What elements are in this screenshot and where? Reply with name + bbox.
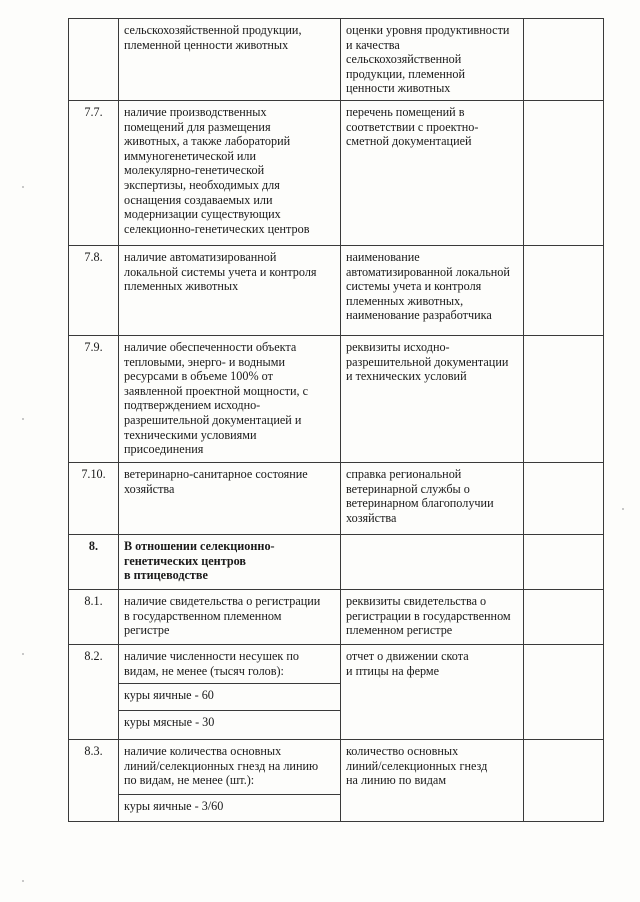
score-cell	[524, 101, 604, 246]
score-cell	[524, 590, 604, 645]
row-number: 8.2.	[69, 645, 119, 740]
score-cell	[524, 336, 604, 463]
document-cell: оценки уровня продуктивности и качества сельскохозяйственной продукции, племенной ценности животных	[341, 19, 524, 101]
row-number: 7.7.	[69, 101, 119, 246]
table-row	[69, 463, 604, 535]
row-number: 8.1.	[69, 590, 119, 645]
table-row	[69, 336, 604, 463]
document-cell	[341, 535, 524, 590]
score-cell	[524, 645, 604, 740]
score-cell	[524, 246, 604, 336]
row-number	[69, 19, 119, 101]
criterion-subitem: куры яичные - 3/60	[119, 794, 340, 821]
criteria-table	[68, 18, 604, 822]
section-row	[69, 535, 604, 590]
score-cell	[524, 740, 604, 822]
criterion-main: наличие численности несушек по видам, не менее (тысяч голов):	[124, 649, 300, 678]
table-row	[69, 246, 604, 336]
criterion-cell: сельскохозяйственной продукции, племенной ценности животных	[119, 19, 341, 101]
criterion-cell	[119, 740, 341, 822]
criterion-cell: наличие обеспеченности объекта тепловыми, энерго- и водными ресурсами в объеме 100% от заявленной проектной мощности, с подтверждением исходно- разрешительной документацией и техническими условиями присоединения	[119, 336, 341, 463]
document-cell: реквизиты свидетельства о регистрации в государственном племенном регистре	[341, 590, 524, 645]
document-cell: реквизиты исходно- разрешительной документации и технических условий	[341, 336, 524, 463]
section-number: 8.	[69, 535, 119, 590]
row-number: 8.3.	[69, 740, 119, 822]
table-row	[69, 19, 604, 101]
row-number: 7.8.	[69, 246, 119, 336]
document-cell: перечень помещений в соответствии с проектно- сметной документацией	[341, 101, 524, 246]
score-cell	[524, 535, 604, 590]
table-row	[69, 740, 604, 822]
criterion-cell: наличие производственных помещений для размещения животных, а также лабораторий иммуногенетической или молекулярно-генетической экспертизы, необходимых для оснащения создаваемых или модернизации существующих селекционно-генетических центров	[119, 101, 341, 246]
criterion-cell	[119, 645, 341, 740]
criterion-subitem: куры мясные - 30	[119, 710, 340, 738]
table-row	[69, 101, 604, 246]
row-number: 7.9.	[69, 336, 119, 463]
section-heading: В отношении селекционно- генетических центров в птицеводстве	[119, 535, 341, 590]
criterion-subitem: куры яичные - 60	[119, 683, 340, 710]
score-cell	[524, 463, 604, 535]
criterion-main: наличие количества основных линий/селекционных гнезд на линию по видам, не менее (шт.):	[124, 744, 319, 788]
criterion-cell: наличие свидетельства о регистрации в государственном племенном регистре	[119, 590, 341, 645]
document-cell: отчет о движении скота и птицы на ферме	[341, 645, 524, 740]
table-row	[69, 590, 604, 645]
document-cell: справка региональной ветеринарной службы о ветеринарном благополучии хозяйства	[341, 463, 524, 535]
document-cell: наименование автоматизированной локальной системы учета и контроля племенных животных, наименование разработчика	[341, 246, 524, 336]
criterion-cell: наличие автоматизированной локальной системы учета и контроля племенных животных	[119, 246, 341, 336]
table-row	[69, 645, 604, 740]
score-cell	[524, 19, 604, 101]
criterion-cell: ветеринарно-санитарное состояние хозяйства	[119, 463, 341, 535]
row-number: 7.10.	[69, 463, 119, 535]
document-cell: количество основных линий/селекционных гнезд на линию по видам	[341, 740, 524, 822]
